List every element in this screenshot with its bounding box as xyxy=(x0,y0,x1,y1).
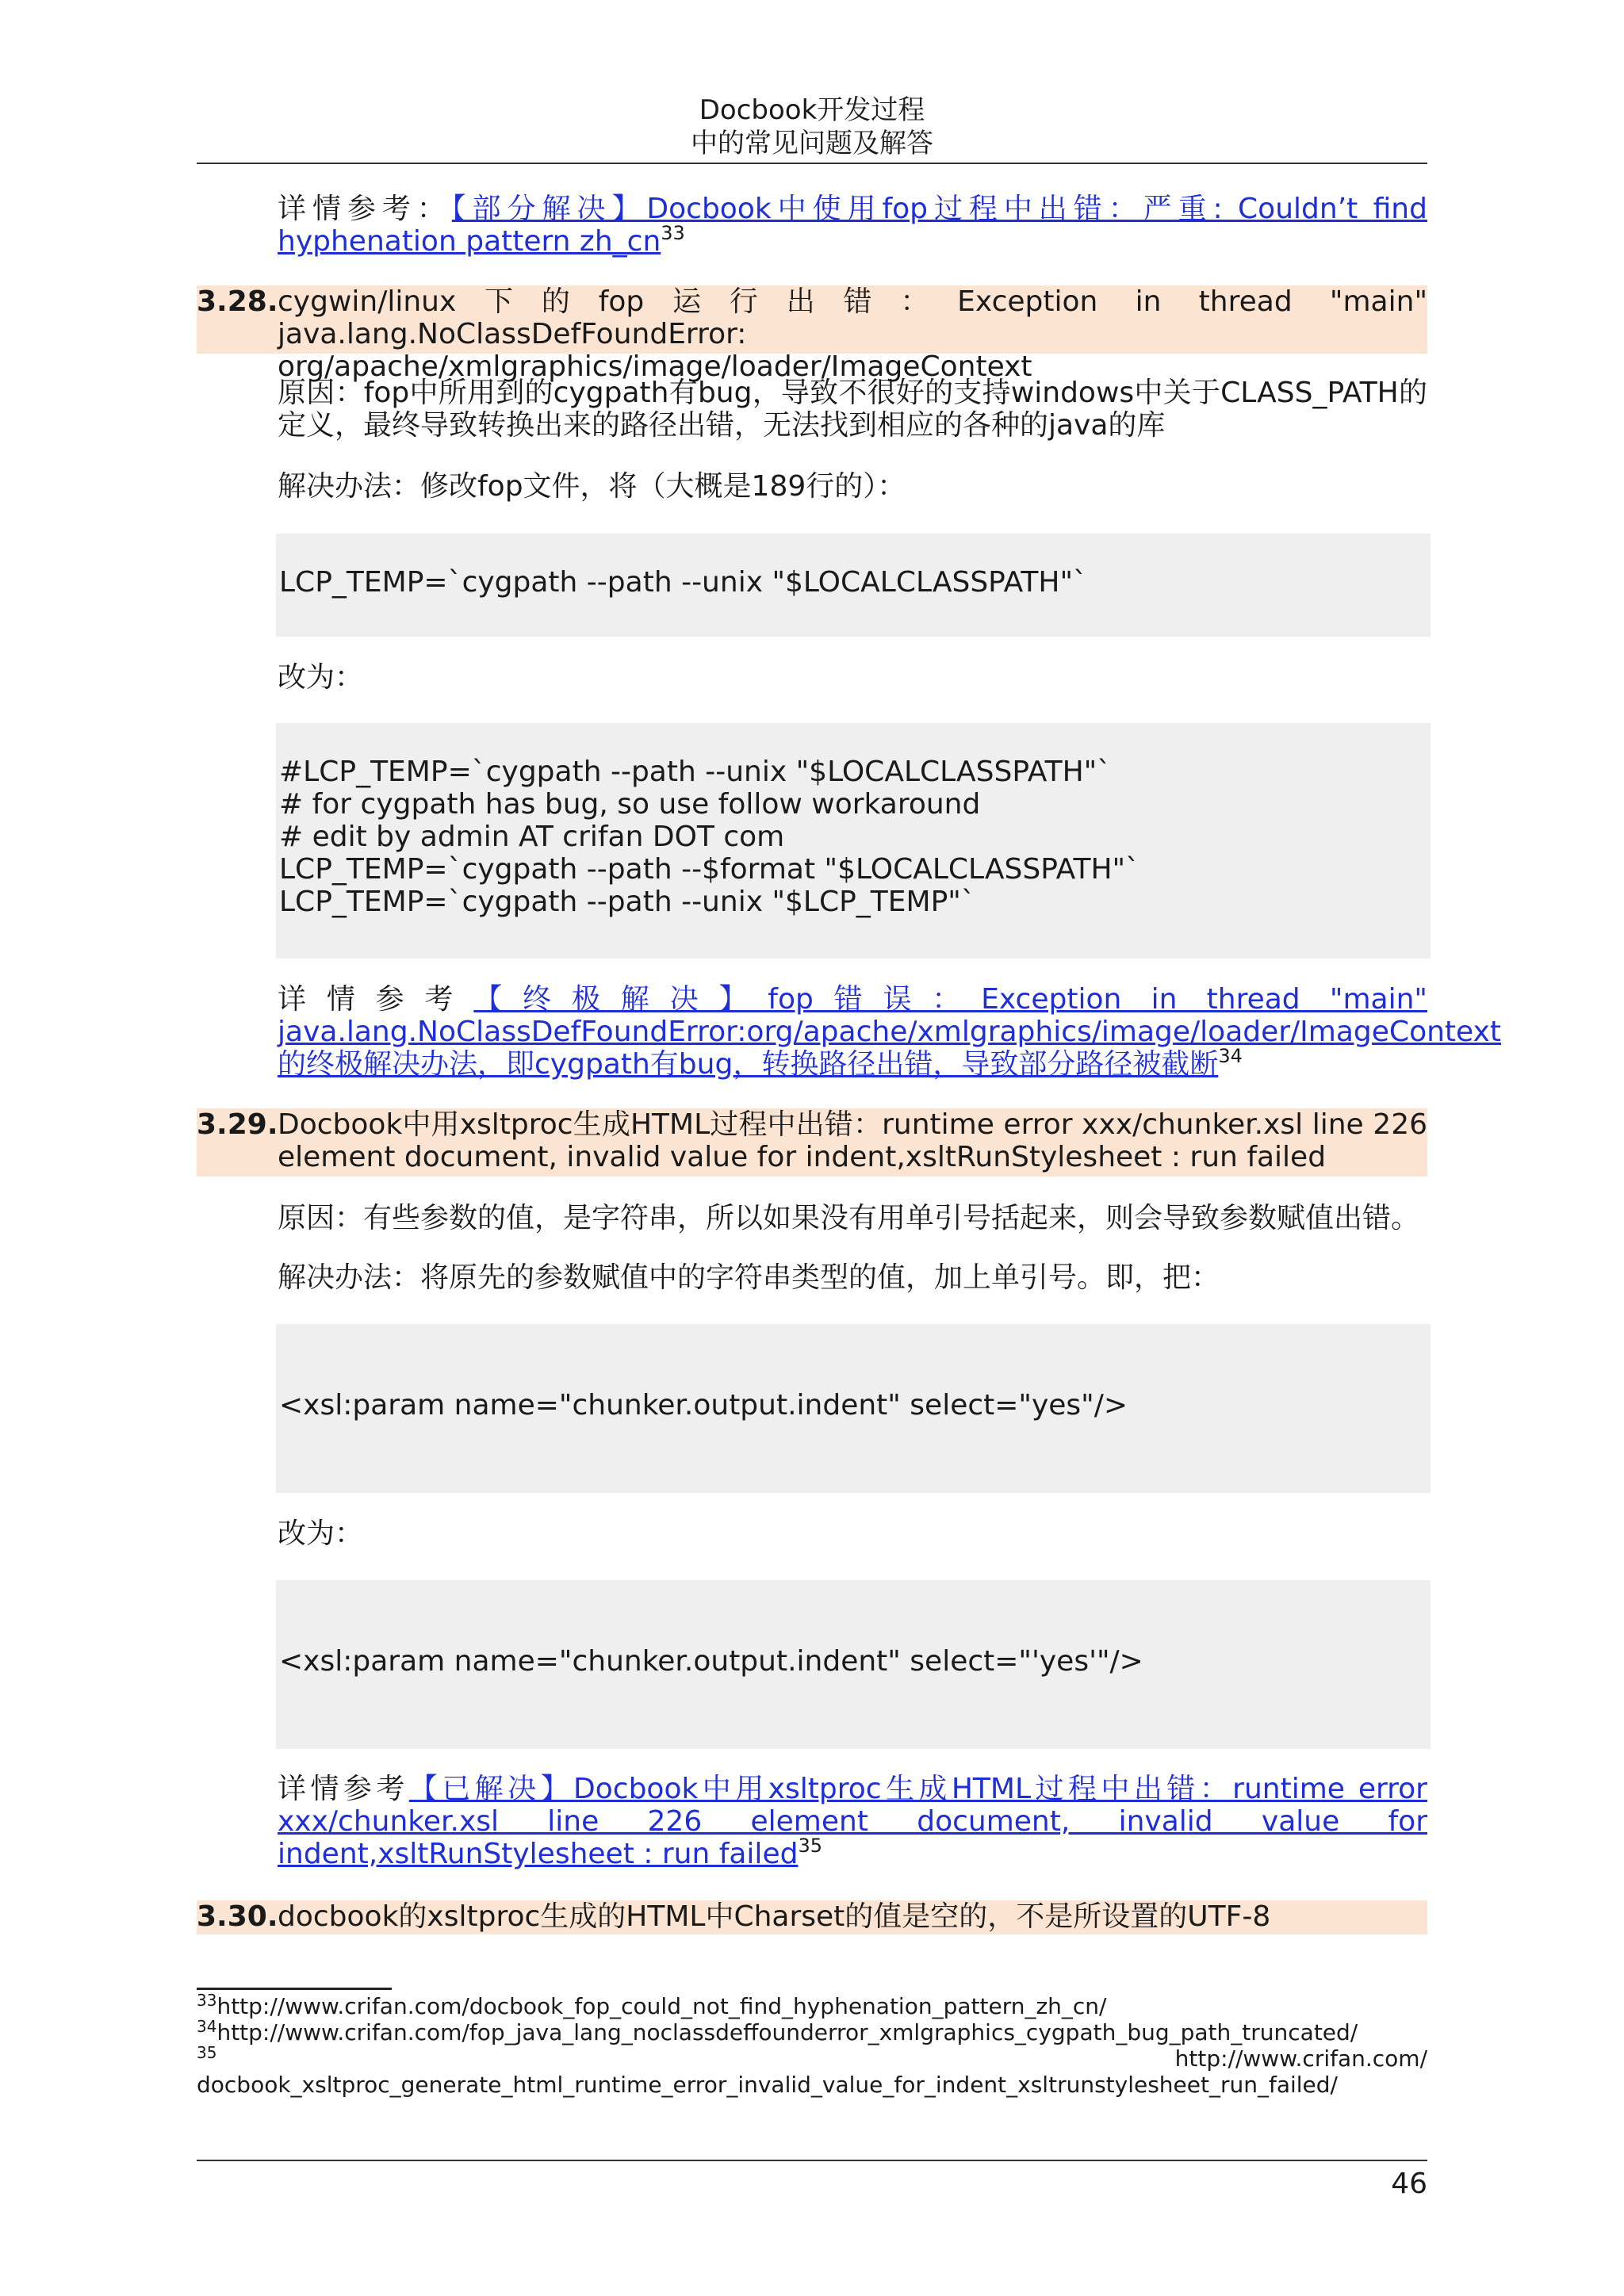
footnote-url[interactable]: http://www.crifan.com/docbook_fop_could_not_find_hyphenation_pattern_zh_cn/ xyxy=(216,1993,1107,2019)
footnote-35-continued xyxy=(197,2072,1427,2098)
solution-paragraph: 解决办法：将原先的参数赋值中的字符串类型的值，加上单引号。即，把： xyxy=(278,1261,1220,1294)
cause-paragraph: 原因：fop中所用到的cygpath有bug，导致不很好的支持windows中关于CLASS_PATH的定义，最终导致转换出来的路径出错，无法找到相应的各种的java的库 xyxy=(278,377,1427,442)
reference-35-link[interactable]: 【已解决】Docbook中用xsltproc生成HTML过程中出错：runtime error xxx/chunker.xsl line 226 element document, invalid value for indent,xsltRunStylesheet : run failed xyxy=(278,1773,1427,1870)
footnote-rule xyxy=(197,1988,392,1990)
code-block: LCP_TEMP=`cygpath --path --unix "$LOCALCLASSPATH"` xyxy=(276,534,1431,637)
question-title: docbook的xsltproc生成的HTML中Charset的值是空的，不是所设置的UTF-8 xyxy=(278,1900,1271,1933)
footer-rule xyxy=(197,2160,1427,2161)
reference-33-link[interactable]: 【部分解决】Docbook中使用fop过程中出错：严重: Couldn’t find hyphenation pattern zh_cn xyxy=(278,193,1427,258)
reference-34-link[interactable]: 【终极解决】fop错误：Exception in thread "main" java.lang.NoClassDefFoundError:org/apache/xmlgraphics/image/loader/ImageContext的终极解决办法，即cygpath有bug，转换路径出错，导致部分路径被截断 xyxy=(278,983,1501,1081)
question-number: 3.29. xyxy=(197,1108,278,1141)
footnote-number: 35 xyxy=(197,2043,217,2062)
solution-paragraph: 解决办法：修改fop文件，将（大概是189行的）： xyxy=(278,470,906,503)
footnote-url[interactable]: http://www.crifan.com/fop_java_lang_noclassdeffounderror_xmlgraphics_cygpath_bug_path_truncated/ xyxy=(216,2019,1358,2045)
page-number: 46 xyxy=(1391,2168,1427,2200)
cause-paragraph: 原因：有些参数的值，是字符串，所以如果没有用单引号括起来，则会导致参数赋值出错。 xyxy=(278,1202,1420,1234)
header-title-line1: Docbook开发过程 xyxy=(699,94,925,126)
question-3-29-heading xyxy=(197,1108,1427,1177)
footnote-number: 34 xyxy=(197,2017,217,2036)
question-number: 3.28. xyxy=(197,285,278,318)
reference-33-paragraph xyxy=(278,193,1427,258)
footnote-34 xyxy=(197,2017,1427,2045)
footnote-marker-34[interactable]: 34 xyxy=(1218,1045,1243,1067)
footnote-33 xyxy=(197,1991,1427,2019)
reference-prefix: 详情参考 xyxy=(278,1773,409,1805)
question-3-28-heading xyxy=(197,285,1427,383)
question-title: Docbook中用xsltproc生成HTML过程中出错：runtime error xxx/chunker.xsl line 226 element document, invalid value for indent,xsltRunStylesheet : run failed xyxy=(278,1108,1427,1173)
footnote-marker-35[interactable]: 35 xyxy=(798,1835,822,1857)
reference-34-paragraph xyxy=(278,983,1501,1081)
header-rule xyxy=(197,163,1427,164)
question-number: 3.30. xyxy=(197,1900,278,1933)
reference-prefix: 详情参考 xyxy=(278,983,474,1016)
footnote-url-part2[interactable]: docbook_xsltproc_generate_html_runtime_error_invalid_value_for_indent_xsltrunstylesheet_run_failed/ xyxy=(197,2072,1338,2098)
footnote-marker-33[interactable]: 33 xyxy=(661,222,685,244)
code-block: <xsl:param name="chunker.output.indent" select="'yes'"/> xyxy=(276,1580,1431,1749)
question-3-30-heading xyxy=(197,1900,1427,1934)
page-header xyxy=(197,94,1427,160)
question-title: cygwin/linux下的fop运行出错：Exception in thread "main" java.lang.NoClassDefFoundError: org/apache/xmlgraphics/image/loader/ImageContext xyxy=(278,285,1427,383)
footnote-url-part1[interactable]: http://www.crifan.com/ xyxy=(1174,2045,1427,2072)
header-title-line2: 中的常见问题及解答 xyxy=(691,128,933,159)
reference-prefix: 详情参考： xyxy=(278,193,452,225)
footnote-number: 33 xyxy=(197,1991,217,2010)
code-block: <xsl:param name="chunker.output.indent" select="yes"/> xyxy=(276,1324,1431,1493)
footnote-35 xyxy=(197,2043,1427,2072)
change-to-label: 改为： xyxy=(278,1517,364,1550)
reference-35-paragraph xyxy=(278,1773,1427,1870)
change-to-label: 改为： xyxy=(278,661,364,694)
code-block: #LCP_TEMP=`cygpath --path --unix "$LOCALCLASSPATH"` # for cygpath has bug, so use follow workaround # edit by admin AT crifan DOT com LCP_TEMP=`cygpath --path --$format "$LOCALCLASSPATH"` LCP_TEMP=`cygpath --path --unix "$LCP_TEMP"` xyxy=(276,723,1431,959)
